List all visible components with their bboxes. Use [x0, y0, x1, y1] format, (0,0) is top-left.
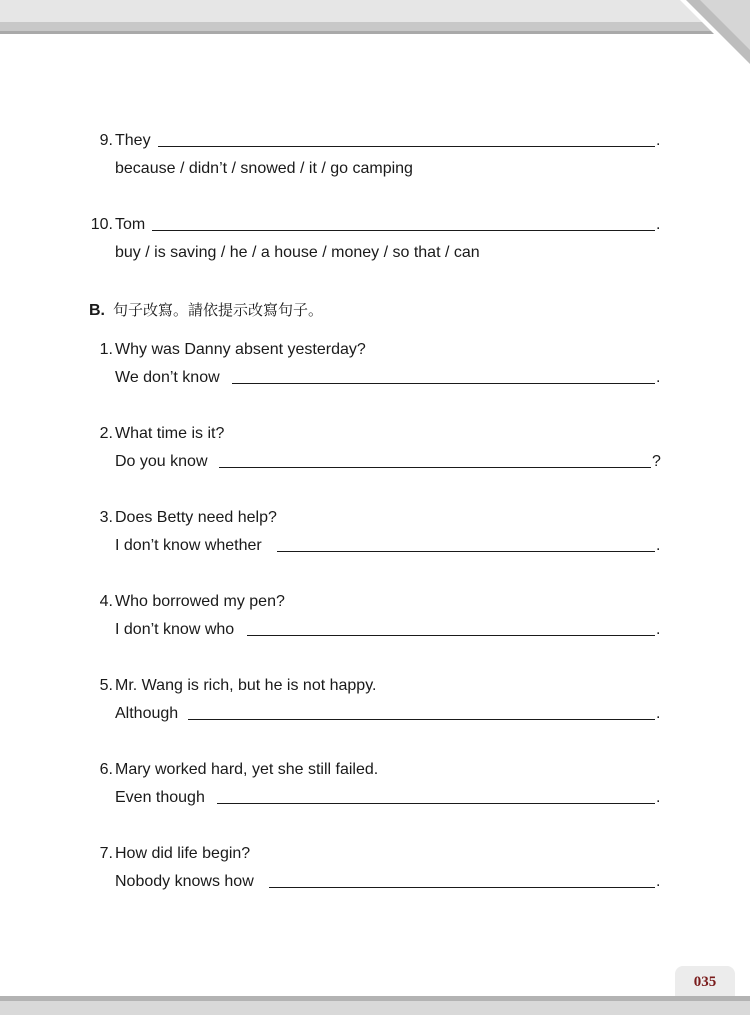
end-punctuation: . — [656, 789, 661, 806]
exercise-a-item-10 — [0, 214, 750, 236]
item-number: 10. — [90, 216, 113, 233]
item-number: 9. — [99, 132, 113, 149]
end-punctuation: . — [656, 873, 661, 890]
exercise-b-item-3-answer — [0, 535, 750, 557]
rewrite-lead: Nobody knows how — [115, 873, 254, 890]
exercise-a-item-10-hint-row — [0, 242, 750, 264]
answer-blank[interactable] — [217, 803, 655, 804]
exercise-b-item-4-question — [0, 591, 750, 613]
exercise-b-item-2-answer — [0, 451, 750, 473]
exercise-b-item-3-question — [0, 507, 750, 529]
answer-blank[interactable] — [247, 635, 655, 636]
answer-blank[interactable] — [219, 467, 651, 468]
end-punctuation: ? — [652, 453, 661, 470]
item-number: 2. — [99, 425, 113, 442]
original-sentence: Mr. Wang is rich, but he is not happy. — [115, 677, 377, 694]
item-number: 3. — [99, 509, 113, 526]
answer-blank[interactable] — [152, 230, 655, 231]
end-punctuation: . — [656, 705, 661, 722]
exercise-b-item-2-question — [0, 423, 750, 445]
exercise-b-item-7-question — [0, 843, 750, 865]
original-sentence: Mary worked hard, yet she still failed. — [115, 761, 379, 778]
rewrite-lead: We don’t know — [115, 369, 220, 386]
word-hint: because / didn’t / snowed / it / go camping — [115, 160, 413, 177]
exercise-b-item-5-answer — [0, 703, 750, 725]
rewrite-lead: I don’t know whether — [115, 537, 262, 554]
original-sentence: Who borrowed my pen? — [115, 593, 285, 610]
sentence-lead: They — [115, 132, 151, 149]
section-b-header — [89, 298, 323, 322]
item-number: 5. — [99, 677, 113, 694]
exercise-b-item-6-answer — [0, 787, 750, 809]
top-header-line — [0, 31, 750, 34]
exercise-b-item-1-question — [0, 339, 750, 361]
exercise-b-item-7-answer — [0, 871, 750, 893]
original-sentence: How did life begin? — [115, 845, 251, 862]
exercise-a-item-9 — [0, 130, 750, 152]
top-header-stripe — [0, 22, 750, 31]
end-punctuation: . — [656, 369, 661, 386]
page-number-tab — [675, 966, 735, 996]
end-punctuation: . — [656, 537, 661, 554]
sentence-lead: Tom — [115, 216, 146, 233]
answer-blank[interactable] — [277, 551, 655, 552]
original-sentence: Why was Danny absent yesterday? — [115, 341, 366, 358]
exercise-b-item-4-answer — [0, 619, 750, 641]
end-punctuation: . — [656, 621, 661, 638]
item-number: 7. — [99, 845, 113, 862]
original-sentence: Does Betty need help? — [115, 509, 277, 526]
answer-blank[interactable] — [188, 719, 655, 720]
original-sentence: What time is it? — [115, 425, 225, 442]
item-number: 1. — [99, 341, 113, 358]
end-punctuation: . — [656, 216, 661, 233]
bottom-footer-band — [0, 1001, 750, 1015]
word-hint: buy / is saving / he / a house / money / so that / can — [115, 244, 480, 261]
answer-blank[interactable] — [269, 887, 655, 888]
answer-blank[interactable] — [232, 383, 655, 384]
exercise-b-item-6-question — [0, 759, 750, 781]
top-header-band — [0, 0, 750, 22]
end-punctuation: . — [656, 132, 661, 149]
rewrite-lead: I don’t know who — [115, 621, 235, 638]
rewrite-lead: Even though — [115, 789, 205, 806]
exercise-b-item-5-question — [0, 675, 750, 697]
page-number: 035 — [693, 974, 717, 990]
section-b-label: B. — [89, 302, 105, 319]
exercise-a-item-9-hint-row — [0, 158, 750, 180]
section-b-instruction: 句子改寫。請依提示改寫句子。 — [113, 301, 324, 319]
item-number: 6. — [99, 761, 113, 778]
answer-blank[interactable] — [158, 146, 655, 147]
rewrite-lead: Do you know — [115, 453, 208, 470]
exercise-b-item-1-answer — [0, 367, 750, 389]
item-number: 4. — [99, 593, 113, 610]
page-corner-decoration — [680, 0, 750, 70]
rewrite-lead: Although — [115, 705, 179, 722]
